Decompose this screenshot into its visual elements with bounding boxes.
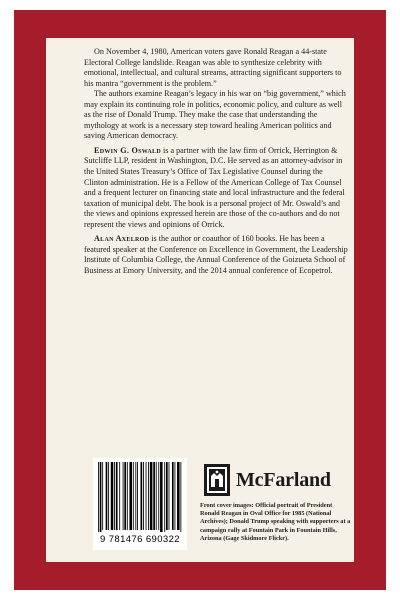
barcode-bar (124, 462, 126, 530)
barcode-bar (111, 462, 114, 530)
barcode-bar (100, 462, 102, 532)
barcode-bar (148, 462, 149, 530)
description-paragraph-1: On November 4, 1980, American voters gave Ronald Reagan a 44-state Electoral College landslide. Reagan was able to synthesize celebrity with emotional, intellectual, and cultural streams, attracting significant supporters to his mantra “government is the problem.” (84, 47, 342, 88)
barcode-bar (106, 462, 108, 530)
barcode-bar (127, 462, 128, 530)
barcode-bar (158, 462, 159, 530)
barcode-bar (114, 462, 115, 530)
barcode-bar (164, 462, 165, 532)
barcode-bars (96, 462, 184, 532)
author-bio-oswald (84, 146, 348, 230)
barcode-bar (98, 462, 99, 532)
barcode-bar (175, 462, 176, 530)
barcode-bar (146, 462, 147, 530)
description-paragraph-2: The authors examine Reagan’s legacy in his war on “big government,” which may explain its continuing role in politics, economic policy, and culture as well as the rise of Donald Trump. They make the case that understanding the mythology at work is a necessary step toward healing American politics and saving American democracy. (84, 89, 346, 141)
mcfarland-logo-icon (203, 463, 231, 497)
barcode-bar (123, 462, 124, 530)
isbn-number: 9 781476 690322 (100, 534, 180, 545)
barcode-bar (153, 462, 155, 530)
barcode-bar (169, 462, 170, 530)
barcode-bar (177, 462, 180, 530)
cover-image-credits: Front cover images: Official portrait of President Ronald Reagan in Oval Office for 1985 (National Archives); Donald Trump speaking with supporters at a campaign rally at Fountain Park in Fountain Hills, Arizona (Gage Skidmore Flickr). (200, 502, 351, 542)
publisher-block (203, 463, 331, 497)
barcode-bar (160, 462, 163, 532)
barcode-bar (102, 462, 103, 530)
publisher-name: McFarland (236, 468, 331, 491)
author-name-oswald: Edwin G. Oswald (94, 145, 161, 155)
barcode-bar (129, 462, 132, 530)
barcode-bar (133, 462, 134, 530)
barcode-bar (166, 462, 168, 530)
back-cover-text (84, 47, 348, 276)
barcode-bar (141, 462, 143, 530)
barcode-bar (150, 462, 153, 530)
barcode-bar (116, 462, 118, 530)
barcode-bar (143, 462, 144, 530)
author-name-axelrod: Alan Axelrod (94, 234, 150, 244)
author-bio-oswald-text: is a partner with the law firm of Orrick, Herrington & Sutcliffe LLP, resident in Washington, D.C. He served as an attorney-advisor in the United States Treasury’s Office of Tax Legislative Counsel during the Clinton administration. He is a Fellow of the American College of Tax Counsel and a frequent lecturer on financing state and local infrastructure and the federal taxation of municipal debt. The book is a personal project of Mr. Oswald’s and the views and opinions expressed herein are those of the co-authors and do not represent the views and opinions of Orrick. (84, 145, 345, 229)
barcode-bar (108, 462, 109, 530)
barcode-bar (119, 462, 120, 530)
barcode-bar (156, 462, 157, 530)
author-bio-axelrod (84, 234, 348, 276)
barcode-bar (137, 462, 138, 530)
barcode-bar (172, 462, 174, 530)
barcode-bar (135, 462, 136, 530)
isbn-barcode (93, 458, 187, 550)
author-bio-axelrod-text: is the author or coauthor of 160 books. He has been a featured speaker at the Conference on Excellence in Government, the Leadership Institute of Columbia College, the Annual Conference of the Goizueta School of Business at Emory University, and the 2014 annual conference of Ecopetrol. (84, 234, 348, 275)
barcode-bar (180, 462, 181, 532)
